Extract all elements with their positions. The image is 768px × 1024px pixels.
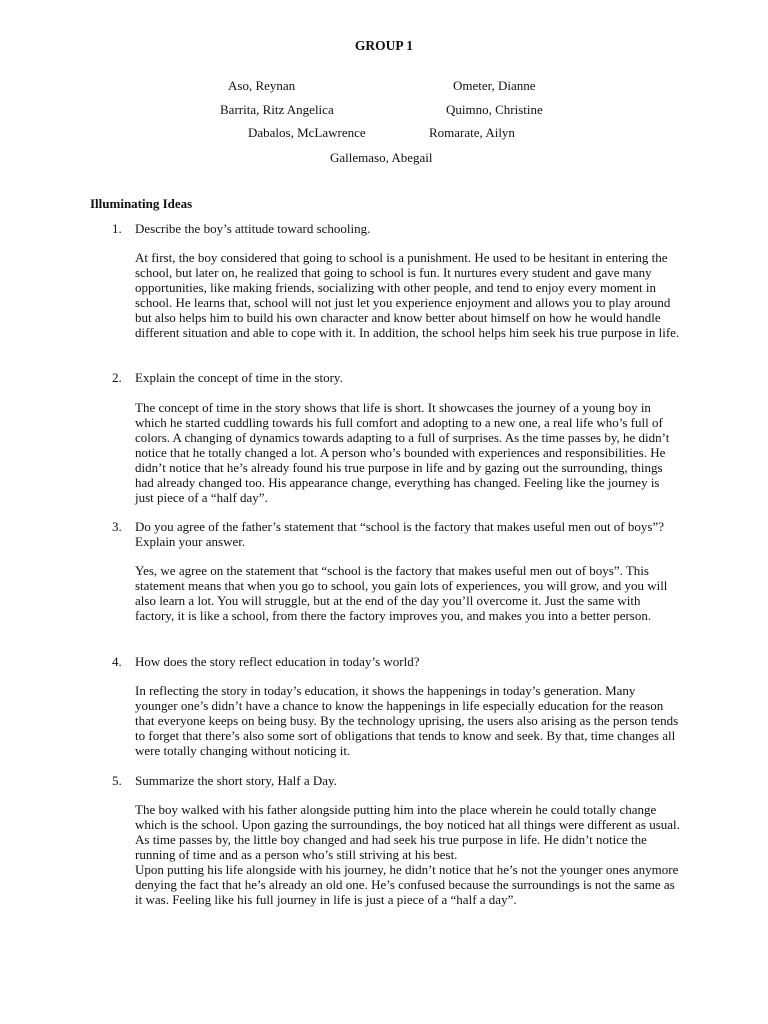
answer-paragraph: The concept of time in the story shows that life is short. It showcases the journey of a young boy in which he started cuddling towards his full comfort and adopting to a new one, a real life who’s full of colors. A changing of dynamics towards adapting to a full of surprises. As the time passes by, he didn’t notice that he totally changed a lot. A person who’s bounded with experiences and responsibilities. He didn’t notice that he’s already found his true purpose in life and by gazing out the surrounding, things had already changed too. His appearance change, everything has changed. Feeling like the journey is just piece of a “half day”.: [135, 400, 670, 505]
question-number: 1.: [112, 221, 122, 236]
member-name: Romarate, Ailyn: [429, 125, 515, 140]
group-title: GROUP 1: [354, 38, 414, 53]
question-number: 4.: [112, 654, 122, 669]
answer-paragraph: At first, the boy considered that going to school is a punishment. He used to be hesitant in entering the school, but later on, he realized that going to school is fun. It nurtures every student and gave many opportunities, like making friends, socializing with other people, and tend to enjoy every moment in school. He learns that, school will not just let you experience enjoyment and allows you to play around but also helps him to build his own character and know better about himself on how he would handle different situation and able to cope with it. In addition, the school helps him seek his true purpose in life.: [135, 250, 680, 340]
section-heading: Illuminating Ideas: [90, 196, 193, 211]
question-number: 5.: [112, 773, 122, 788]
answer-paragraph: Yes, we agree on the statement that “school is the factory that makes useful men out of boys”. This statement means that when you go to school, you gain lots of experiences, you will grow, and you will also learn a lot. You will struggle, but at the end of the day you’ll overcome it. Just the same with factory, it is like a school, from there the factory improves you, and makes you into a better person.: [135, 563, 668, 623]
question-number: 2.: [112, 370, 122, 385]
member-name: Ometer, Dianne: [453, 78, 536, 93]
question-text: Do you agree of the father’s statement that “school is the factory that makes useful men out of boys”? Explain your answer.: [135, 519, 664, 549]
answer-paragraph: As time passes by, the little boy changed and had seek his true purpose in life. He didn’t notice the running of time and as a person who’s still striving at his best.: [135, 832, 647, 862]
member-name: Dabalos, McLawrence: [248, 125, 366, 140]
member-name: Quimno, Christine: [446, 102, 543, 117]
question-text: Explain the concept of time in the story.: [135, 370, 343, 385]
question-text: Describe the boy’s attitude toward schooling.: [135, 221, 371, 236]
question-text: How does the story reflect education in today’s world?: [135, 654, 420, 669]
answer-paragraph: The boy walked with his father alongside putting him into the place wherein he could totally change which is the school. Upon gazing the surroundings, the boy noticed hat all things were different as usual.: [135, 802, 680, 832]
answer-paragraph: In reflecting the story in today’s education, it shows the happenings in today’s generation. Many younger one’s didn’t have a chance to know the happenings in life especially education for the reason that everyone keeps on being busy. By the technology uprising, the users also arising as the person tends to forget that there’s also some sort of obligations that tends to know and seek. By that, time changes all were totally changing without noticing it.: [135, 683, 679, 758]
answer-block: [135, 802, 680, 907]
answer-block: [135, 563, 680, 623]
member-name: Barrita, Ritz Angelica: [220, 102, 334, 117]
question-text: Summarize the short story, Half a Day.: [135, 773, 337, 788]
answer-block: [135, 683, 680, 758]
answer-paragraph: Upon putting his life alongside with his journey, he didn’t notice that he’s not the younger ones anymore denying the fact that he’s already an old one. He’s confused because the surroundings is not the same as it was. Feeling like his full journey in life is just a piece of a “half a day”.: [135, 862, 679, 907]
answer-block: [135, 250, 680, 340]
member-name: Aso, Reynan: [228, 78, 296, 93]
question-number: 3.: [112, 519, 122, 534]
answer-block: [135, 400, 680, 505]
member-name: Gallemaso, Abegail: [330, 150, 433, 165]
